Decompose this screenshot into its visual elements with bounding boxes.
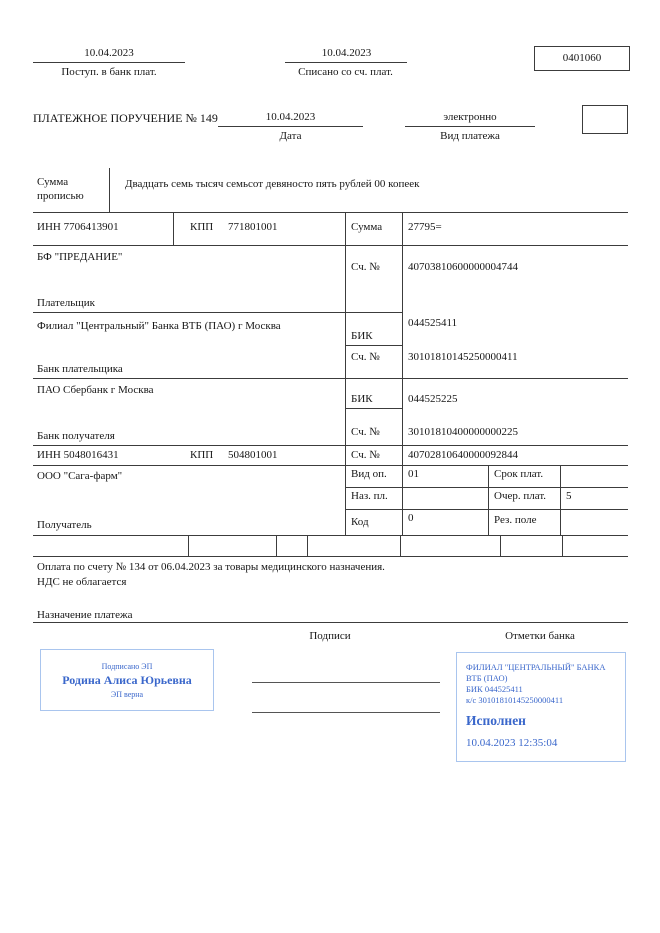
ocher-plat-value: 5 <box>566 490 572 502</box>
payee-inn: ИНН 5048016431 <box>37 449 119 461</box>
esign-stamp <box>40 649 214 711</box>
table-line <box>345 212 346 535</box>
rule-line <box>405 126 535 127</box>
signature-line <box>252 712 440 713</box>
payee-account: 40702810640000092844 <box>408 449 518 461</box>
purpose-section-label: Назначение платежа <box>37 609 133 621</box>
document-title: ПЛАТЕЖНОЕ ПОРУЧЕНИЕ № 149 <box>33 111 218 125</box>
table-line <box>345 487 628 488</box>
table-line <box>33 535 628 536</box>
table-line <box>345 408 402 409</box>
bank-stamp-datetime: 10.04.2023 12:35:04 <box>466 737 558 749</box>
payer-account: 40703810600000004744 <box>408 261 518 273</box>
rule-line <box>285 62 407 63</box>
rez-pole-label: Рез. поле <box>494 514 537 526</box>
table-line <box>173 212 174 245</box>
table-line <box>33 378 628 379</box>
sum-label: Сумма <box>351 221 383 233</box>
payee-section-label: Получатель <box>37 519 92 531</box>
payer-name: БФ "ПРЕДАНИЕ" <box>37 251 123 263</box>
bank-stamp <box>456 652 626 762</box>
payee-kpp-label: КПП <box>190 449 214 461</box>
table-line <box>402 212 403 535</box>
table-line <box>33 465 628 466</box>
payer-bank-name: Филиал "Центральный" Банка ВТБ (ПАО) г Москва <box>37 320 281 332</box>
table-line <box>33 312 402 313</box>
table-line <box>188 535 189 556</box>
payer-kpp-label: КПП <box>190 221 214 233</box>
payee-name: ООО "Сага-фарм" <box>37 470 123 482</box>
payment-kind-value: электронно <box>443 111 497 123</box>
debited-date: 10.04.2023 <box>321 47 372 59</box>
payer-bank-account: 30101810145250000411 <box>408 351 518 363</box>
payer-account-label: Сч. № <box>351 261 380 273</box>
rule-line <box>218 126 363 127</box>
table-line <box>33 556 628 557</box>
payer-bank-bik: 044525411 <box>408 317 458 329</box>
bank-marks-label: Отметки банка <box>505 630 575 642</box>
amount-words: Двадцать семь тысяч семьсот девяносто пять рублей 00 копеек <box>125 178 420 190</box>
payee-bank-bik-label: БИК <box>351 393 373 405</box>
bank-stamp-line1: ФИЛИАЛ "ЦЕНТРАЛЬНЫЙ" БАНКА <box>466 662 606 672</box>
table-line <box>33 622 628 623</box>
payment-kind-label: Вид платежа <box>440 130 500 142</box>
table-line <box>307 535 308 556</box>
vid-op-label: Вид оп. <box>351 468 387 480</box>
payee-account-label: Сч. № <box>351 449 380 461</box>
received-date: 10.04.2023 <box>84 47 134 59</box>
table-line <box>560 465 561 535</box>
payee-bank-account-label: Сч. № <box>351 426 380 438</box>
form-code-box <box>534 46 630 71</box>
table-line <box>33 212 628 213</box>
payee-bank-name: ПАО Сбербанк г Москва <box>37 384 154 396</box>
table-line <box>33 245 628 246</box>
purpose-line2: НДС не облагается <box>37 576 127 588</box>
payee-bank-section-label: Банк получателя <box>37 430 115 442</box>
srok-plat-label: Срок плат. <box>494 468 544 480</box>
table-line <box>345 509 628 510</box>
esign-stamp-name: Родина Алиса Юрьевна <box>62 672 192 687</box>
naz-pl-label: Наз. пл. <box>351 490 388 502</box>
amount-words-label: Сумма прописью <box>37 176 84 202</box>
ocher-plat-label: Очер. плат. <box>494 490 547 502</box>
form-code: 0401060 <box>562 52 602 64</box>
empty-status-box <box>582 105 628 134</box>
payer-bank-account-label: Сч. № <box>351 351 380 363</box>
table-line <box>500 535 501 556</box>
bank-stamp-line2: ВТБ (ПАО) <box>466 673 508 683</box>
payer-section-label: Плательщик <box>37 297 95 309</box>
kod-label: Код <box>351 516 369 528</box>
payer-bank-section-label: Банк плательщика <box>37 363 123 375</box>
table-line <box>400 535 401 556</box>
payer-bank-bik-label: БИК <box>351 330 373 342</box>
sum-value: 27795= <box>408 221 442 233</box>
vid-op-value: 01 <box>408 468 419 480</box>
table-line <box>33 445 628 446</box>
table-line <box>488 465 489 535</box>
document-date: 10.04.2023 <box>265 111 316 123</box>
debited-label: Списано со сч. плат. <box>298 66 393 78</box>
date-label: Дата <box>279 130 302 142</box>
esign-stamp-line3: ЭП верна <box>110 689 144 699</box>
kod-value: 0 <box>408 512 414 524</box>
table-line <box>276 535 277 556</box>
purpose-line1: Оплата по счету № 134 от 06.04.2023 за товары медицинского назначения. <box>37 561 385 573</box>
bank-stamp-status: Исполнен <box>466 713 526 728</box>
rule-line <box>33 62 185 63</box>
bank-stamp-line4: к/с 30101810145250000411 <box>466 695 564 705</box>
bank-stamp-line3: БИК 044525411 <box>466 684 523 694</box>
table-line <box>345 345 402 346</box>
payee-bank-bik: 044525225 <box>408 393 458 405</box>
payee-kpp: 504801001 <box>228 449 278 461</box>
payer-inn: ИНН 7706413901 <box>37 221 119 233</box>
table-line <box>109 168 110 212</box>
payer-kpp: 771801001 <box>228 221 278 233</box>
payee-bank-account: 30101810400000000225 <box>408 426 518 438</box>
table-line <box>562 535 563 556</box>
signature-line <box>252 682 440 683</box>
esign-stamp-line1: Подписано ЭП <box>101 661 153 671</box>
signatures-label: Подписи <box>309 630 351 642</box>
received-label: Поступ. в банк плат. <box>61 66 157 78</box>
